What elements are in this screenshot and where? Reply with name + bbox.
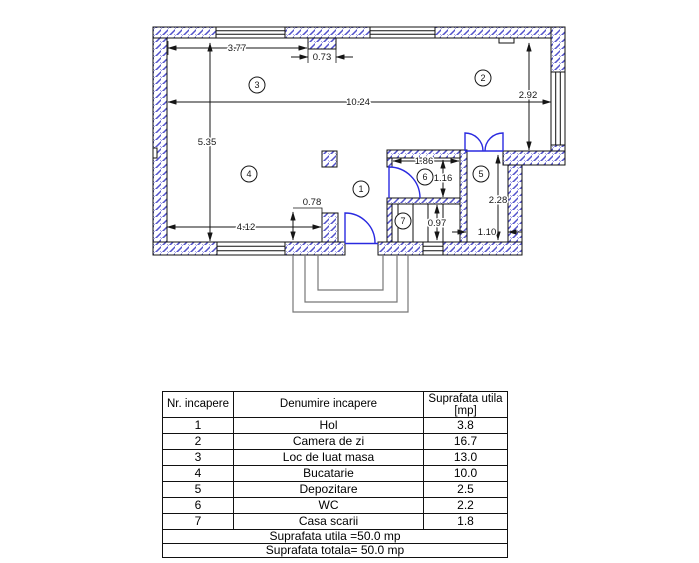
svg-text:1: 1 <box>358 184 364 194</box>
wall-notch-left <box>153 148 157 158</box>
table-row: 7 Casa scarii 1.8 <box>163 514 508 530</box>
table-header-row <box>163 392 508 418</box>
wall-wc-storage <box>460 150 467 242</box>
wall-right-upper <box>551 27 565 72</box>
room-marker-4 <box>241 166 257 182</box>
wall-bottom-c <box>378 242 423 255</box>
room-marker-3 <box>249 77 265 93</box>
table-row: 5 Depozitare 2.5 <box>163 482 508 498</box>
column <box>322 151 337 167</box>
table-footer-totala <box>163 544 508 558</box>
header-area-line1: Suprafata utila <box>428 392 503 405</box>
wall-bottom-a <box>153 242 217 255</box>
header-area <box>424 392 508 418</box>
dim-label: 1.16 <box>433 173 453 184</box>
svg-text:5: 5 <box>478 169 484 179</box>
dim-label: 0.97 <box>427 218 447 229</box>
dim-label: 1.86 <box>414 156 434 167</box>
window-right <box>551 72 565 145</box>
dim-label: 2.92 <box>518 90 538 101</box>
dim-label: 10.24 <box>346 97 370 108</box>
wall-top-c <box>435 27 565 38</box>
total-usable-area: Suprafata utila =50.0 mp <box>163 530 508 544</box>
table-row: 3 Loc de luat masa 13.0 <box>163 450 508 466</box>
double-door-left-leaf <box>465 133 483 151</box>
room-marker-7 <box>395 213 411 229</box>
wall-stairs-left <box>387 198 392 242</box>
header-area-line2: [mp] <box>454 404 477 417</box>
svg-text:3: 3 <box>254 80 260 90</box>
window-top-2 <box>370 27 435 38</box>
total-area: Suprafata totala= 50.0 mp <box>163 544 508 558</box>
table-row: 6 WC 2.2 <box>163 498 508 514</box>
wall-top-b <box>285 27 370 38</box>
window-top-1 <box>216 27 285 38</box>
svg-text:2: 2 <box>480 73 486 83</box>
room-area-table <box>162 391 508 558</box>
wall-room2-bottom <box>503 151 565 165</box>
table-row: 1 Hol 3.8 <box>163 418 508 434</box>
room-marker-6 <box>417 169 433 185</box>
entry-door-swing <box>345 213 375 243</box>
wall-top-a <box>153 27 216 38</box>
dim-label: 0.73 <box>312 52 332 63</box>
wall-wc-stairs <box>387 198 460 204</box>
svg-text:4: 4 <box>246 169 252 179</box>
dim-label: 3.77 <box>227 43 247 54</box>
window-bottom-stairs <box>423 242 443 255</box>
room-marker-5 <box>473 166 489 182</box>
wall-kitchen-pier <box>322 213 338 242</box>
double-door-right-leaf <box>485 133 503 151</box>
wall-bottom-b <box>285 242 345 255</box>
header-room-number: Nr. incapere <box>163 392 234 418</box>
dim-label: 2.28 <box>488 195 508 206</box>
table-row: 4 Bucatarie 10.0 <box>163 466 508 482</box>
wall-niche <box>499 38 514 43</box>
wall-bottom-d <box>443 242 522 255</box>
dim-label: 4.12 <box>236 222 256 233</box>
wc-door-swing <box>389 167 420 198</box>
wall-left <box>153 27 167 255</box>
svg-text:6: 6 <box>422 172 428 182</box>
dim-label: 5.35 <box>197 137 217 148</box>
dimension-lines <box>167 40 551 241</box>
dim-label: 0.78 <box>302 197 322 208</box>
dim-label: 1.10 <box>477 227 497 238</box>
wall-wc-left-stub <box>387 158 392 167</box>
table-footer-utila <box>163 530 508 544</box>
window-bottom-kitchen <box>217 242 285 255</box>
header-room-name: Denumire incapere <box>234 392 424 418</box>
room-marker-1 <box>353 181 369 197</box>
entrance-steps <box>293 255 408 312</box>
room-marker-2 <box>475 70 491 86</box>
table-row: 2 Camera de zi 16.7 <box>163 434 508 450</box>
svg-text:7: 7 <box>400 216 406 226</box>
wall-top-pier <box>308 38 336 49</box>
